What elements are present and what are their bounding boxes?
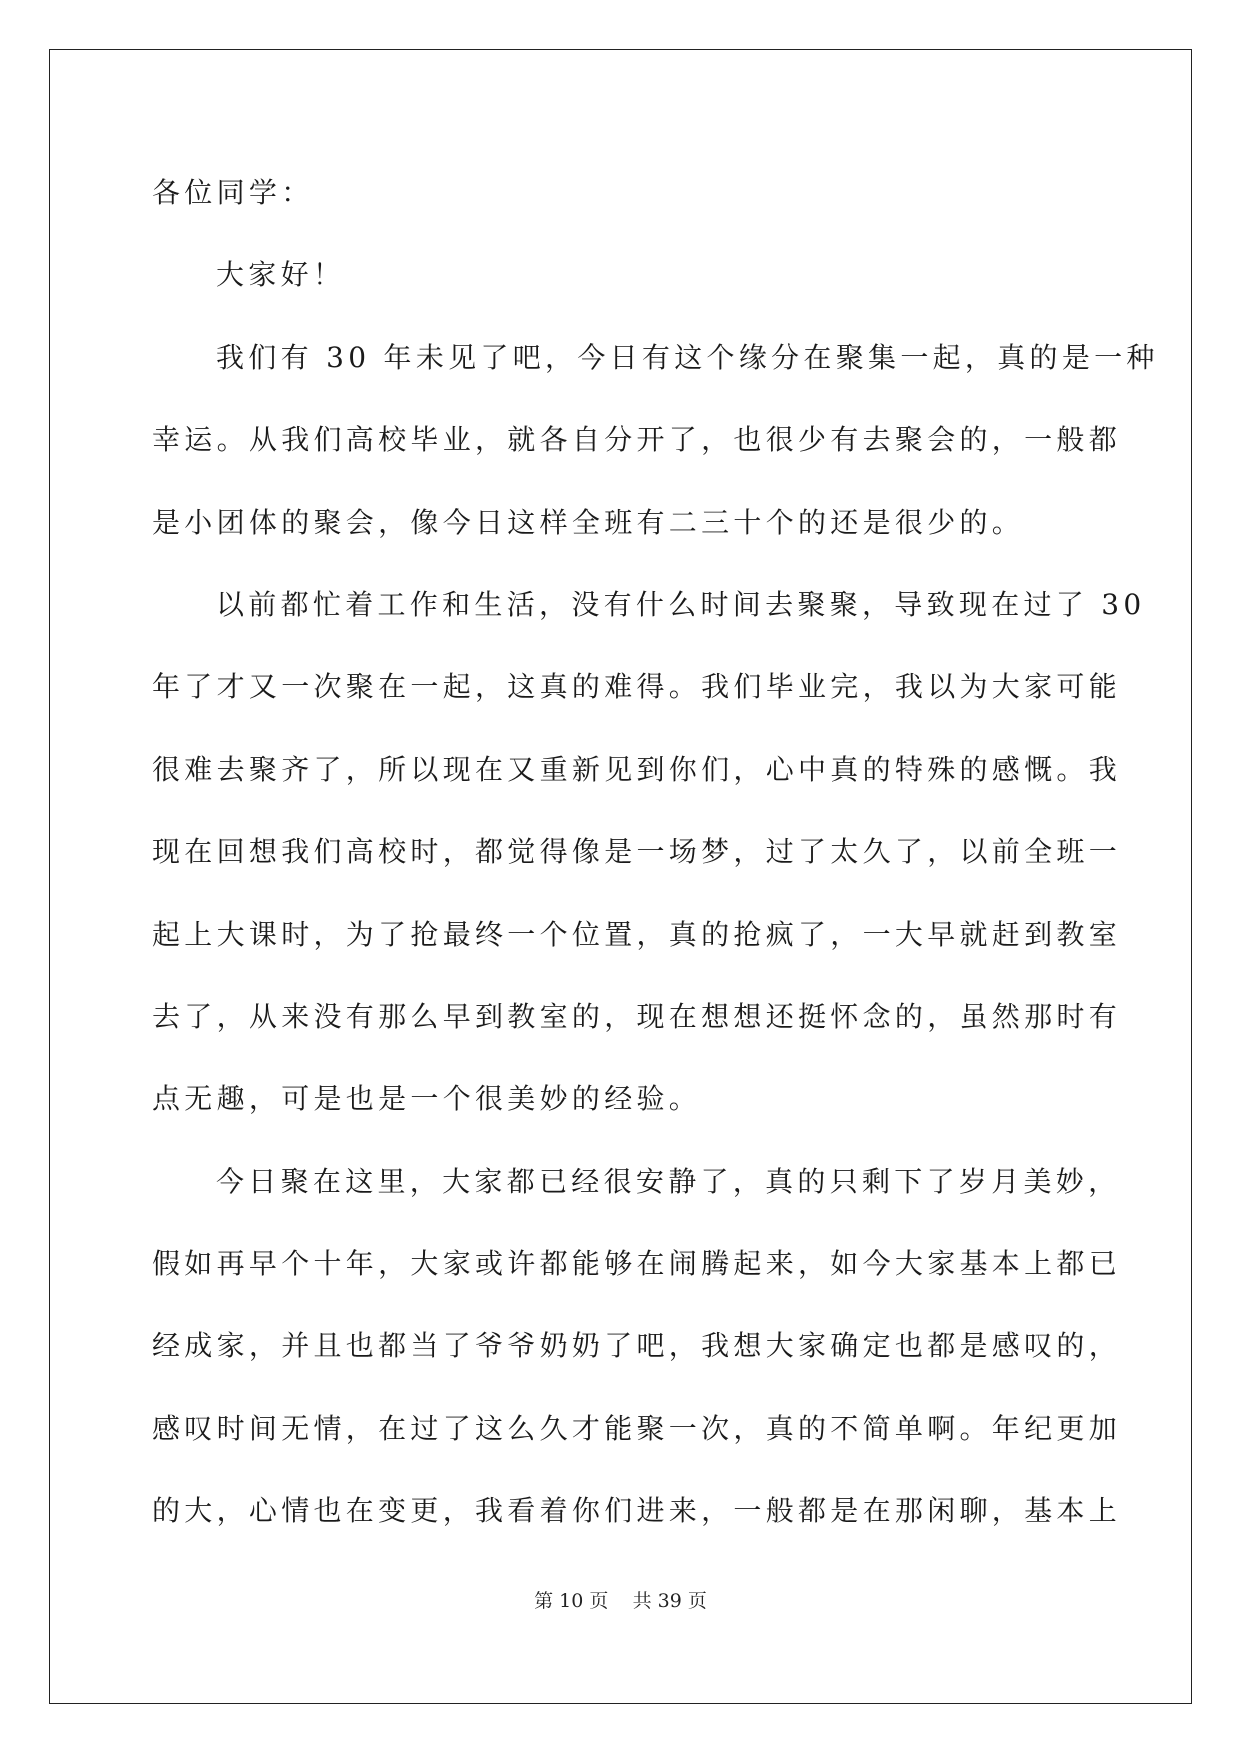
text-line: 现在回想我们高校时，都觉得像是一场梦，过了太久了，以前全班一 [152, 835, 1122, 869]
text-line: 是小团体的聚会，像今日这样全班有二三十个的还是很少的。 [152, 505, 1025, 539]
text-line: 大家好！ [216, 258, 346, 292]
page-number: 第 10 页 [534, 1590, 609, 1612]
text-line: 年了才又一次聚在一起，这真的难得。我们毕业完，我以为大家可能 [152, 670, 1122, 704]
text-line: 的大，心情也在变更，我看着你们进来，一般都是在那闲聊，基本上 [152, 1494, 1122, 1528]
footer-spacer [608, 1590, 632, 1612]
text-line: 起上大课时，为了抢最终一个位置，真的抢疯了，一大早就赶到教室 [152, 917, 1122, 951]
page-total: 共 39 页 [632, 1590, 707, 1612]
text-line: 经成家，并且也都当了爷爷奶奶了吧，我想大家确定也都是感叹的， [152, 1329, 1122, 1363]
text-line: 以前都忙着工作和生活，没有什么时间去聚聚，导致现在过了 30 [216, 587, 1146, 621]
text-line: 今日聚在这里，大家都已经很安静了，真的只剩下了岁月美妙， [216, 1164, 1121, 1198]
text-line: 很难去聚齐了，所以现在又重新见到你们，心中真的特殊的感慨。我 [152, 752, 1122, 786]
text-line: 我们有 30 年未见了吧，今日有这个缘分在聚集一起，真的是一种 [216, 340, 1159, 374]
text-line: 幸运。从我们高校毕业，就各自分开了，也很少有去聚会的，一般都 [152, 423, 1122, 457]
document-body [152, 168, 1159, 1569]
text-line: 假如再早个十年，大家或许都能够在闹腾起来，如今大家基本上都已 [152, 1247, 1122, 1281]
text-line: 各位同学： [152, 176, 314, 209]
text-line: 去了，从来没有那么早到教室的，现在想想还挺怀念的，虽然那时有 [152, 999, 1122, 1033]
page-footer [0, 1586, 1241, 1616]
text-line: 感叹时间无情，在过了这么久才能聚一次，真的不简单啊。年纪更加 [152, 1411, 1122, 1445]
text-line: 点无趣，可是也是一个很美妙的经验。 [152, 1082, 702, 1116]
